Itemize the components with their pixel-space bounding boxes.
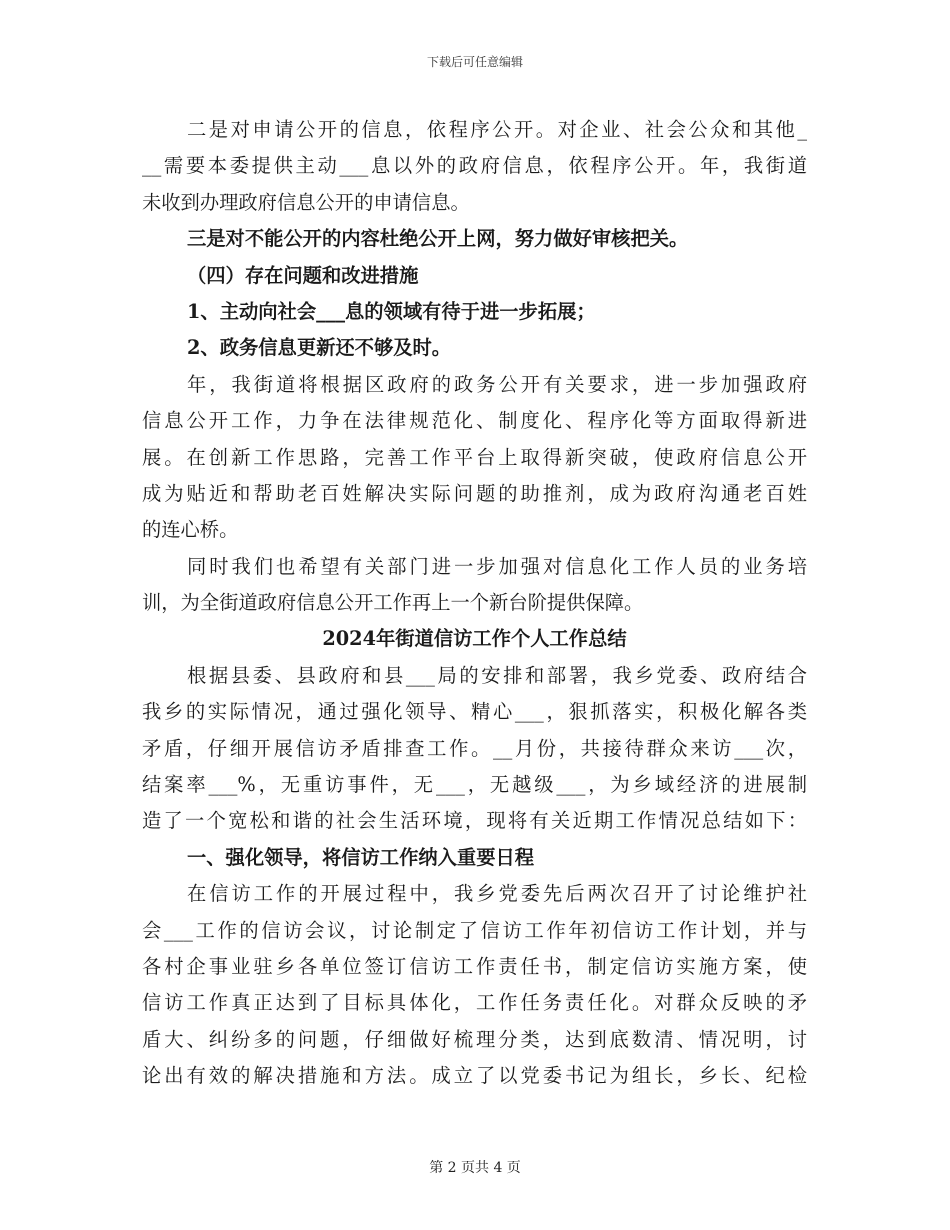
text-line: 信息公开工作，力争在法律规范化、制度化、程序化等方面取得新进 [142,409,807,433]
page-header: 下载后可任意编辑 [426,55,523,69]
text-line: 1、主动向社会___息的领域有待于进一步拓展； [187,299,596,323]
text-line: 会___工作的信访会议，讨论制定了信访工作年初信访工作计划，并与 [142,918,807,942]
text-line: 年，我街道将根据区政府的政务公开有关要求，进一步加强政府 [187,372,807,396]
text-line: 三是对不能公开的内容杜绝公开上网，努力做好审核把关。 [187,227,689,251]
text-line: 训，为全街道政府信息公开工作再上一个新台阶提供保障。 [142,591,644,615]
text-line: （四）存在问题和改进措施 [187,263,419,287]
text-line: 未收到办理政府信息公开的申请信息。 [142,190,470,214]
text-line: 二是对申请公开的信息，依程序公开。对企业、社会公众和其他_ [187,118,807,141]
text-line: 在信访工作的开展过程中，我乡党委先后两次召开了讨论维护社 [187,882,807,906]
text-line: 2、政务信息更新还不够及时。 [187,336,452,360]
text-line: 结案率___%，无重访事件，无___，无越级___，为乡域经济的进展制 [142,773,807,797]
text-line: 展。在创新工作思路，完善工作平台上取得新突破，使政府信息公开 [142,445,807,469]
text-line: 同时我们也希望有关部门进一步加强对信息化工作人员的业务培 [187,554,807,578]
text-line: 论出有效的解决措施和方法。成立了以党委书记为组长，乡长、纪检 [142,1064,807,1088]
text-line: __需要本委提供主动___息以外的政府信息，依程序公开。年，我街道 [142,154,807,178]
section-title: 2024年街道信访工作个人工作总结 [322,627,627,651]
text-line: 一、强化领导，将信访工作纳入重要日程 [187,845,535,869]
text-line: 根据县委、县政府和县___局的安排和部署，我乡党委、政府结合 [187,663,807,687]
text-line: 矛盾，仔细开展信访矛盾排查工作。__月份，共接待群众来访___次， [142,736,807,760]
document-body [142,112,807,1095]
text-line: 的连心桥。 [142,518,239,542]
text-line: 盾大、纠纷多的问题，仔细做好梳理分类，达到底数清、情况明，讨 [142,1027,807,1051]
text-line: 造了一个宽松和谐的社会生活环境，现将有关近期工作情况总结如下： [142,809,807,833]
page-number: 第 2 页共 4 页 [429,1160,521,1176]
text-line: 成为贴近和帮助老百姓解决实际问题的助推剂，成为政府沟通老百姓 [142,481,807,505]
text-line: 我乡的实际情况，通过强化领导、精心___，狠抓落实，积极化解各类 [142,700,807,724]
text-line: 各村企事业驻乡各单位签订信访工作责任书，制定信访实施方案，使 [142,954,807,978]
text-line: 信访工作真正达到了目标具体化，工作任务责任化。对群众反映的矛 [142,991,807,1015]
